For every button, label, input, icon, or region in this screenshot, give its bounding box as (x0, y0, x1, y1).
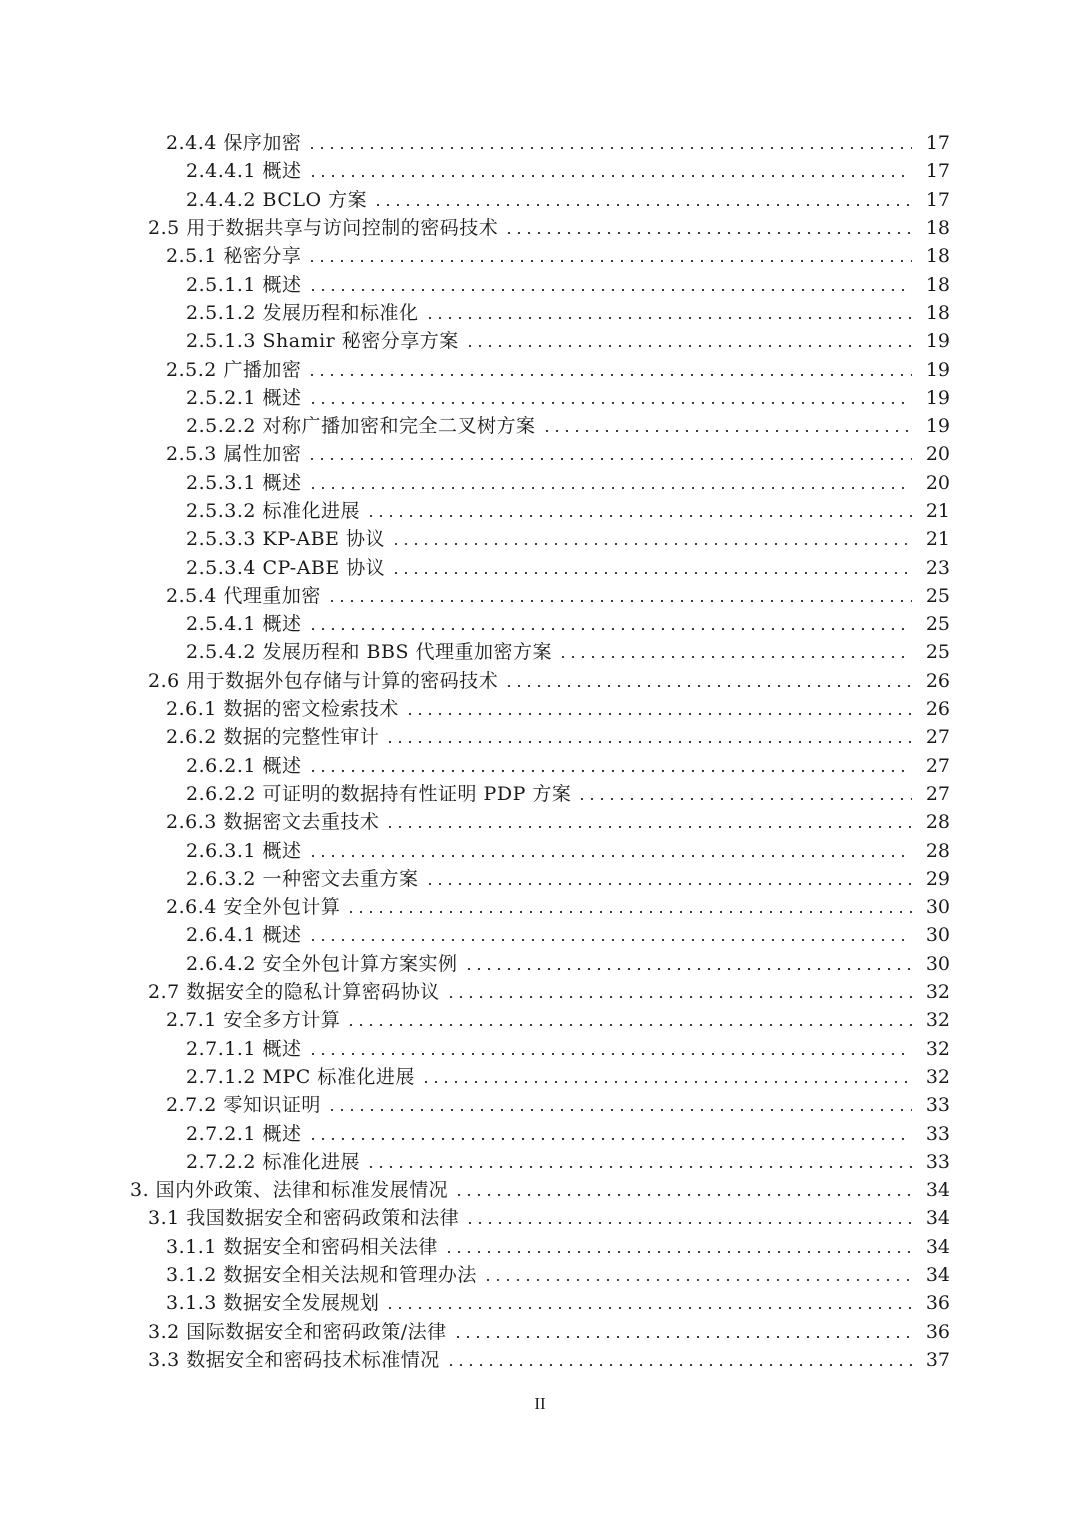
toc-dot-leader (453, 1336, 912, 1338)
toc-entry-page: 28 (925, 811, 950, 834)
toc-entry-title: 2.5.3.1 概述 (186, 471, 302, 494)
toc-dot-leader (391, 543, 912, 545)
toc-entry-title: 3.1.3 数据安全发展规划 (166, 1292, 380, 1315)
toc-entry-title: 2.5.2.2 对称广播加密和完全二叉树方案 (186, 415, 536, 438)
toc-entry-title: 3.2 国际数据安全和密码政策/法律 (148, 1320, 447, 1343)
toc-entry-page: 34 (925, 1264, 950, 1287)
toc-dot-leader (385, 1307, 912, 1309)
toc-entry-page: 21 (925, 500, 950, 522)
toc-entry-title: 2.5.4.1 概述 (186, 613, 302, 636)
toc-entry[interactable] (0, 1346, 1080, 1374)
toc-entry[interactable] (0, 214, 1080, 242)
toc-entry-page: 19 (925, 415, 950, 438)
toc-dot-leader (391, 572, 912, 574)
toc-dot-leader (308, 939, 912, 941)
toc-dot-leader (504, 685, 912, 687)
toc-dot-leader (425, 883, 912, 885)
toc-entry[interactable] (0, 921, 1080, 949)
toc-entry-page: 26 (925, 669, 950, 692)
toc-dot-leader (464, 968, 912, 970)
toc-entry-page: 25 (925, 584, 950, 607)
toc-entry-page: 25 (925, 613, 950, 636)
toc-entry-page: 27 (925, 782, 950, 805)
toc-entry-title: 2.5.1.1 概述 (186, 273, 302, 296)
toc-entry[interactable] (0, 327, 1080, 355)
toc-dot-leader (405, 713, 912, 715)
toc-entry-title: 2.5.2 广播加密 (166, 358, 302, 381)
toc-entry-page: 36 (925, 1320, 950, 1343)
toc-entry-title: 2.6.2.1 概述 (186, 754, 302, 777)
toc-entry[interactable] (0, 950, 1080, 978)
toc-entry[interactable] (0, 836, 1080, 864)
toc-dot-leader (421, 1081, 912, 1083)
toc-entry-title: 2.7.2.1 概述 (186, 1122, 302, 1145)
toc-entry[interactable] (0, 752, 1080, 780)
toc-entry[interactable] (0, 1091, 1080, 1119)
toc-entry-page: 33 (925, 1122, 950, 1145)
toc-entry[interactable] (0, 1148, 1080, 1176)
toc-entry[interactable] (0, 186, 1080, 214)
toc-entry-page: 37 (925, 1348, 950, 1371)
toc-dot-leader (542, 430, 912, 432)
toc-entry-page: 33 (925, 1150, 950, 1173)
toc-entry[interactable] (0, 1289, 1080, 1317)
toc-entry[interactable] (0, 610, 1080, 638)
toc-entry-title: 3.1.2 数据安全相关法规和管理办法 (166, 1264, 477, 1287)
toc-dot-leader (308, 1138, 912, 1140)
toc-entry-page: 33 (925, 1094, 950, 1117)
toc-dot-leader (307, 374, 912, 376)
toc-entry-page: 27 (925, 754, 950, 777)
toc-dot-leader (465, 1222, 912, 1224)
toc-entry-title: 2.4.4.2 BCLO 方案 (186, 188, 368, 211)
toc-entry[interactable] (0, 157, 1080, 185)
toc-dot-leader (327, 1109, 912, 1111)
toc-entry-page: 34 (925, 1235, 950, 1258)
page-number: II (534, 1394, 546, 1413)
toc-entry[interactable] (0, 1317, 1080, 1345)
toc-dot-leader (366, 1166, 912, 1168)
toc-entry[interactable] (0, 299, 1080, 327)
toc-entry-title: 2.6.3 数据密文去重技术 (166, 811, 380, 834)
toc-dot-leader (373, 204, 912, 206)
toc-entry-page: 17 (925, 160, 950, 183)
toc-entry-title: 2.6.4 安全外包计算 (166, 896, 341, 919)
toc-entry[interactable] (0, 1233, 1080, 1261)
toc-entry-title: 2.7.2 零知识证明 (166, 1094, 321, 1117)
toc-entry-page: 18 (925, 217, 950, 240)
toc-entry-title: 2.5.1.3 Shamir 秘密分享方案 (186, 330, 459, 353)
toc-entry-title: 2.7.1 安全多方计算 (166, 1009, 341, 1032)
toc-dot-leader (558, 656, 912, 658)
toc-dot-leader (327, 600, 912, 602)
toc-entry[interactable] (0, 355, 1080, 383)
toc-entry-title: 2.6 用于数据外包存储与计算的密码技术 (148, 669, 499, 692)
toc-entry[interactable] (0, 497, 1080, 525)
toc-entry-title: 2.5.4 代理重加密 (166, 584, 321, 607)
toc-entry-title: 2.6.4.1 概述 (186, 924, 302, 947)
toc-entry-title: 3.1.1 数据安全和密码相关法律 (166, 1235, 438, 1258)
toc-dot-leader (308, 1053, 912, 1055)
toc-entry-title: 2.5.3.4 CP-ABE 协议 (186, 556, 386, 579)
toc-entry-page: 18 (925, 273, 950, 296)
toc-dot-leader (454, 1194, 912, 1196)
toc-entry[interactable] (0, 412, 1080, 440)
toc-entry-title: 2.4.4 保序加密 (166, 132, 302, 155)
toc-entry[interactable] (0, 270, 1080, 298)
toc-entry-page: 26 (925, 698, 950, 721)
toc-dot-leader (465, 345, 912, 347)
toc-entry-page: 18 (925, 301, 950, 324)
toc-entry[interactable] (0, 1261, 1080, 1289)
toc-entry-title: 3.1 我国数据安全和密码政策和法律 (148, 1207, 460, 1230)
toc-dot-leader (444, 1251, 912, 1253)
toc-entry-page: 17 (925, 188, 950, 211)
toc-entry-title: 2.6.3.1 概述 (186, 839, 302, 862)
toc-entry[interactable] (0, 695, 1080, 723)
toc-entry[interactable] (0, 893, 1080, 921)
toc-entry-title: 2.5 用于数据共享与访问控制的密码技术 (148, 217, 499, 240)
toc-dot-leader (307, 147, 912, 149)
toc-entry[interactable] (0, 808, 1080, 836)
toc-entry[interactable] (0, 525, 1080, 553)
toc-entry-title: 2.4.4.1 概述 (186, 160, 302, 183)
toc-dot-leader (504, 232, 912, 234)
toc-dot-leader (308, 175, 912, 177)
toc-entry-page: 32 (925, 1065, 950, 1088)
toc-dot-leader (308, 855, 912, 857)
toc-dot-leader (385, 741, 912, 743)
toc-entry[interactable] (0, 582, 1080, 610)
toc-dot-leader (577, 798, 912, 800)
toc-entry-page: 34 (925, 1179, 950, 1202)
toc-entry[interactable] (0, 667, 1080, 695)
toc-entry-page: 19 (925, 386, 950, 409)
toc-entry[interactable] (0, 1204, 1080, 1232)
toc-entry-title: 3.3 数据安全和密码技术标准情况 (148, 1348, 440, 1371)
toc-dot-leader (425, 317, 912, 319)
toc-entry[interactable] (0, 978, 1080, 1006)
toc-dot-leader (308, 628, 912, 630)
toc-entry-title: 2.7 数据安全的隐私计算密码协议 (148, 981, 440, 1004)
table-of-contents (0, 129, 1080, 1374)
toc-dot-leader (446, 1364, 912, 1366)
toc-entry-page: 30 (925, 952, 950, 975)
toc-entry[interactable] (0, 780, 1080, 808)
toc-entry-page: 32 (925, 1009, 950, 1032)
toc-entry-title: 2.5.1 秘密分享 (166, 245, 302, 268)
toc-entry-page: 23 (925, 556, 950, 579)
toc-dot-leader (446, 996, 912, 998)
toc-dot-leader (308, 487, 912, 489)
toc-dot-leader (307, 260, 912, 262)
toc-entry[interactable] (0, 1119, 1080, 1147)
toc-dot-leader (346, 911, 912, 913)
toc-entry-page: 18 (925, 245, 950, 268)
toc-entry-title: 2.6.2.2 可证明的数据持有性证明 PDP 方案 (186, 782, 572, 805)
toc-entry-page: 28 (925, 839, 950, 862)
toc-dot-leader (483, 1279, 912, 1281)
toc-entry[interactable] (0, 865, 1080, 893)
toc-entry-title: 2.5.3.2 标准化进展 (186, 500, 361, 522)
toc-entry-title: 2.6.4.2 安全外包计算方案实例 (186, 952, 458, 975)
toc-entry-page: 17 (925, 132, 950, 155)
toc-entry-page: 25 (925, 641, 950, 664)
toc-dot-leader (385, 826, 912, 828)
toc-dot-leader (308, 402, 912, 404)
toc-entry-page: 20 (925, 443, 950, 466)
toc-entry[interactable] (0, 1035, 1080, 1063)
toc-entry-title: 2.5.1.2 发展历程和标准化 (186, 301, 419, 324)
toc-entry-page: 19 (925, 358, 950, 381)
toc-entry[interactable] (0, 469, 1080, 497)
toc-entry[interactable] (0, 129, 1080, 157)
toc-entry-title: 2.7.2.2 标准化进展 (186, 1150, 361, 1173)
toc-entry[interactable] (0, 1176, 1080, 1204)
toc-entry-title: 2.6.1 数据的密文检索技术 (166, 698, 399, 721)
toc-entry-page: 34 (925, 1207, 950, 1230)
toc-entry-page: 29 (925, 867, 950, 890)
toc-entry-title: 2.6.2 数据的完整性审计 (166, 726, 380, 749)
toc-entry-page: 36 (925, 1292, 950, 1315)
toc-entry-title: 3. 国内外政策、法律和标准发展情况 (130, 1179, 449, 1202)
toc-entry-page: 21 (925, 528, 950, 551)
toc-entry[interactable] (0, 1006, 1080, 1034)
toc-entry-page: 27 (925, 726, 950, 749)
toc-entry-title: 2.5.2.1 概述 (186, 386, 302, 409)
toc-entry[interactable] (0, 242, 1080, 270)
toc-entry-title: 2.5.3 属性加密 (166, 443, 302, 466)
toc-dot-leader (308, 289, 912, 291)
toc-entry[interactable] (0, 1063, 1080, 1091)
toc-entry[interactable] (0, 384, 1080, 412)
toc-entry-page: 32 (925, 981, 950, 1004)
toc-entry-title: 2.5.4.2 发展历程和 BBS 代理重加密方案 (186, 641, 553, 664)
toc-entry-page: 20 (925, 471, 950, 494)
toc-entry[interactable] (0, 723, 1080, 751)
toc-entry[interactable] (0, 440, 1080, 468)
toc-entry-title: 2.6.3.2 一种密文去重方案 (186, 867, 419, 890)
toc-entry-page: 30 (925, 924, 950, 947)
toc-entry-page: 19 (925, 330, 950, 353)
toc-dot-leader (307, 458, 912, 460)
toc-entry-title: 2.7.1.1 概述 (186, 1037, 302, 1060)
toc-entry-title: 2.7.1.2 MPC 标准化进展 (186, 1065, 415, 1088)
toc-entry-page: 30 (925, 896, 950, 919)
toc-entry[interactable] (0, 638, 1080, 666)
toc-entry-title: 2.5.3.3 KP-ABE 协议 (186, 528, 385, 551)
toc-entry[interactable] (0, 553, 1080, 581)
toc-dot-leader (366, 515, 912, 517)
toc-dot-leader (308, 770, 912, 772)
toc-entry-page: 32 (925, 1037, 950, 1060)
toc-dot-leader (346, 1024, 912, 1026)
